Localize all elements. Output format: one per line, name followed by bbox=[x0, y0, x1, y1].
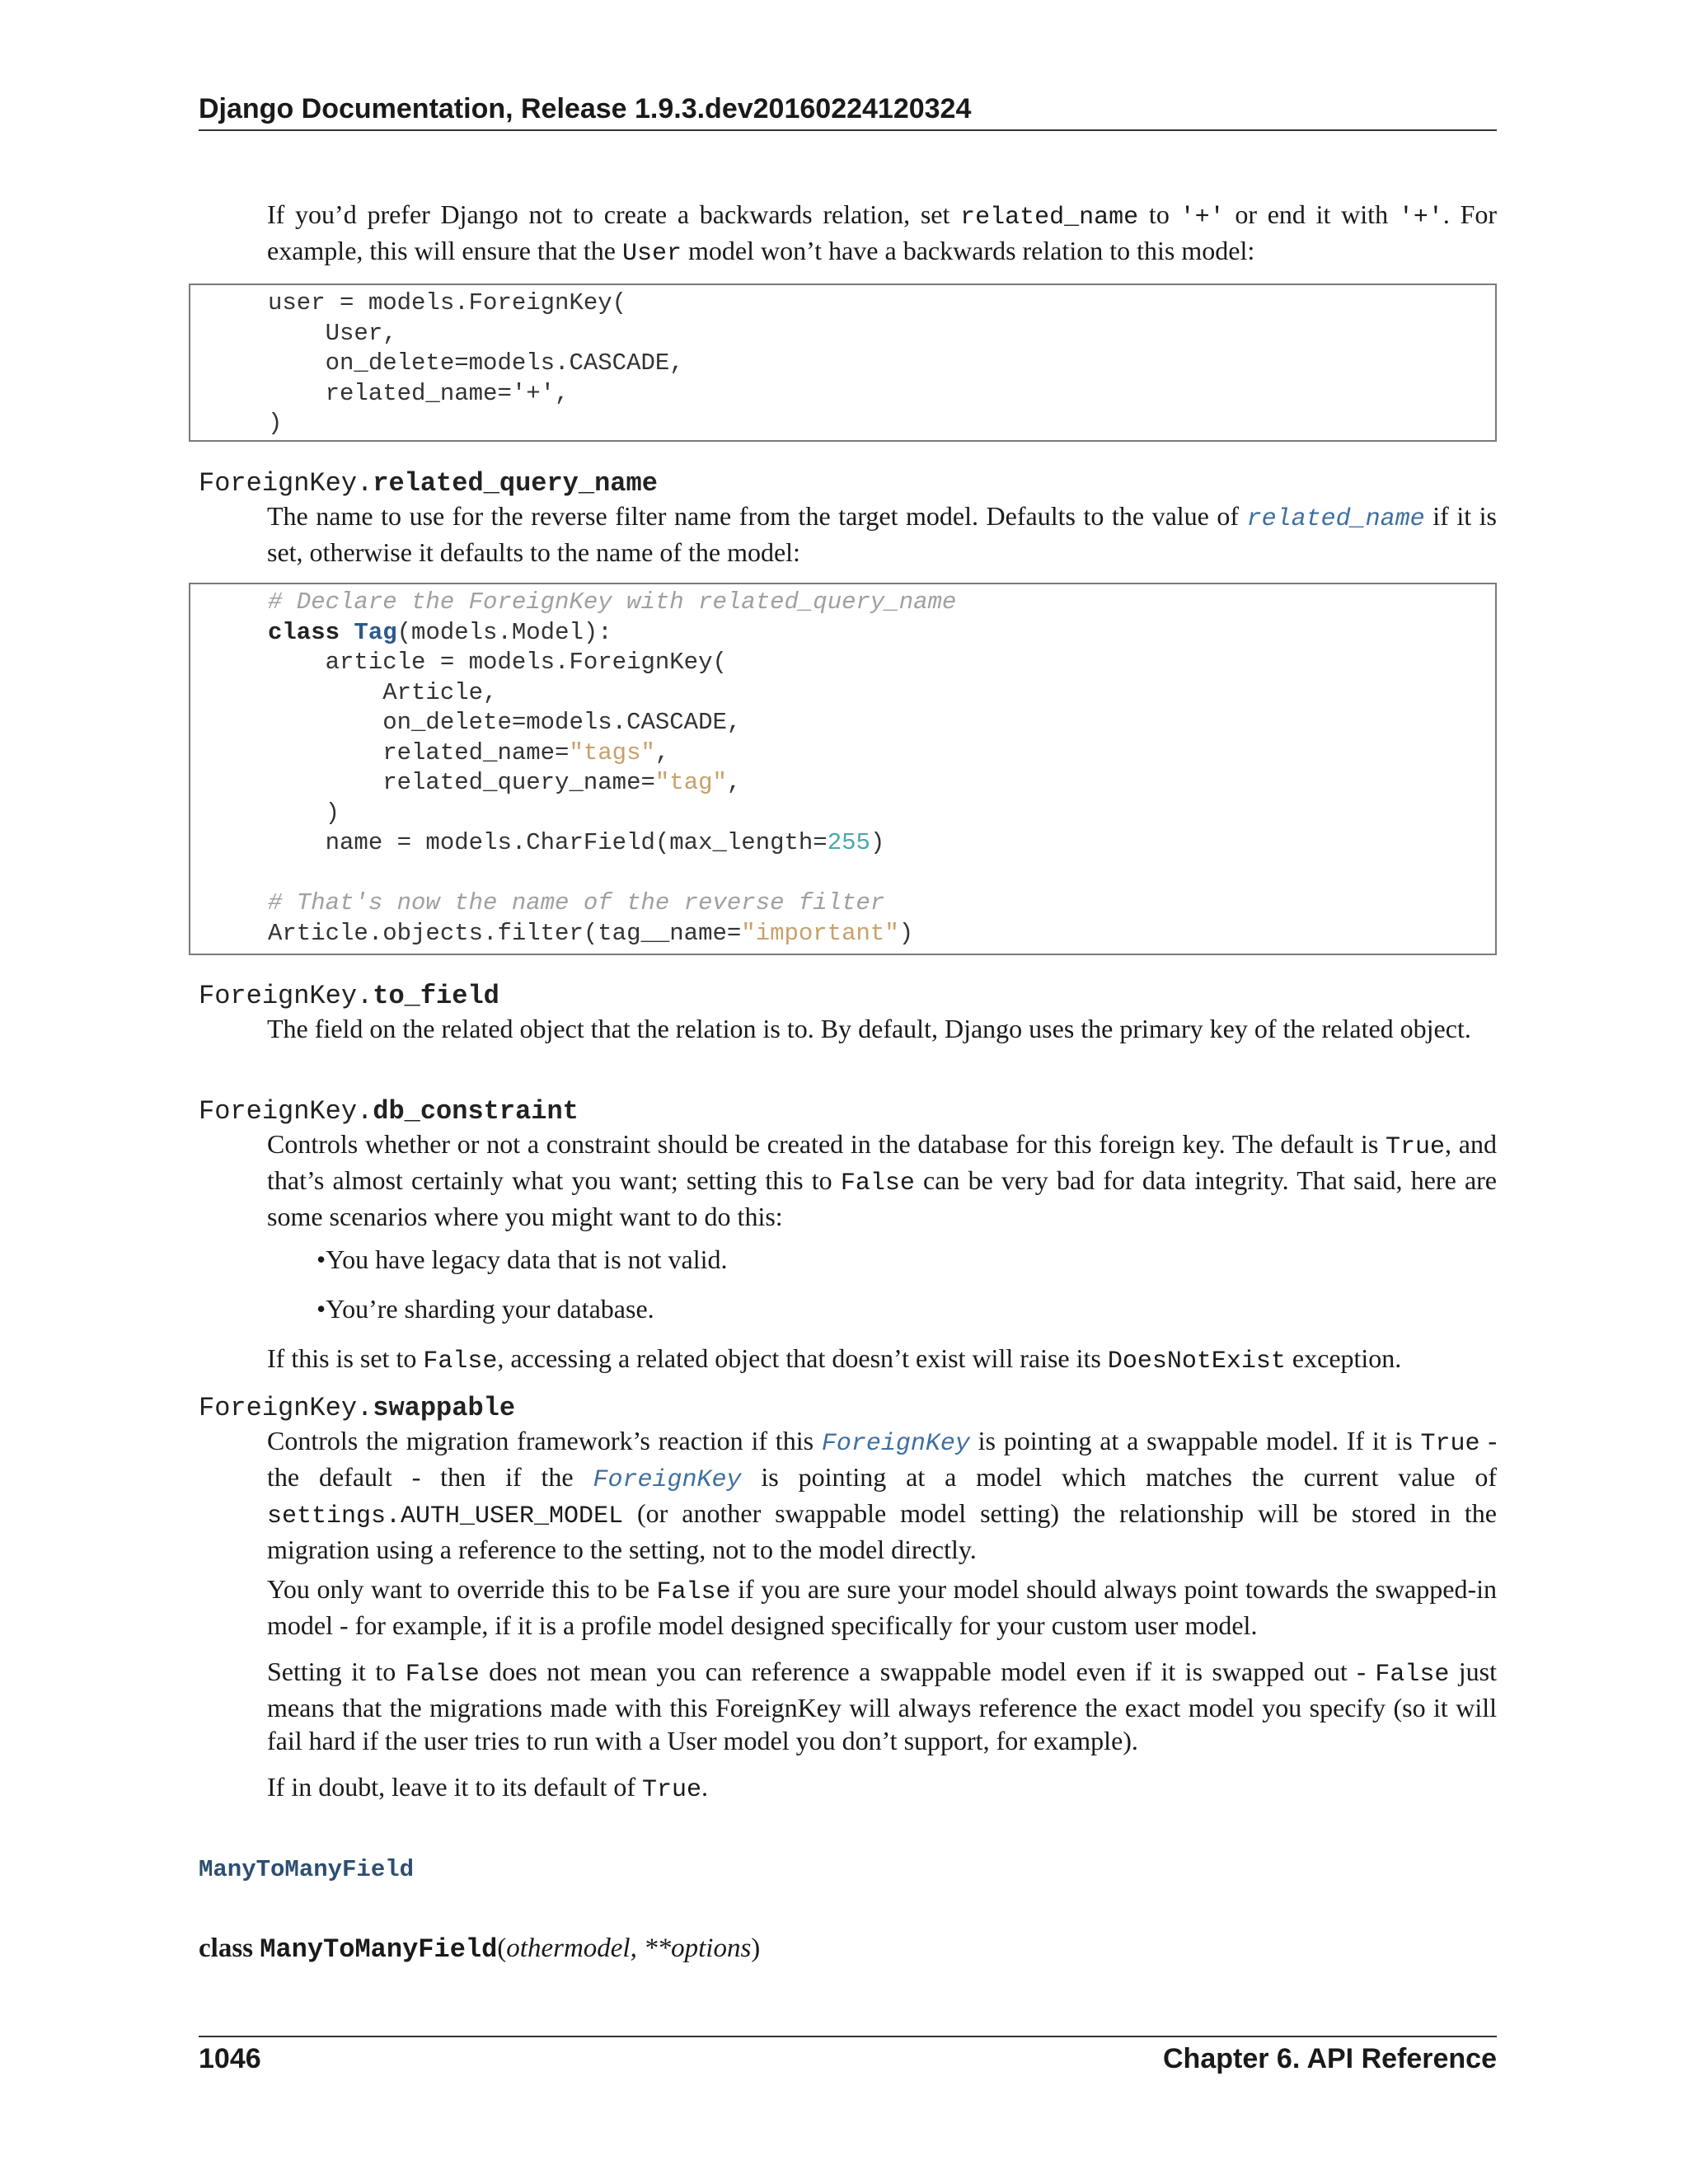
attr-name: to_field bbox=[373, 981, 499, 1011]
attribute-signature-to-field bbox=[199, 980, 499, 1013]
paren: ) bbox=[751, 1933, 761, 1963]
inline-code: True bbox=[1386, 1133, 1446, 1161]
description-text: If this is set to bbox=[267, 1343, 424, 1373]
code-line: ) bbox=[268, 799, 340, 827]
inline-code: settings.AUTH_USER_MODEL bbox=[267, 1502, 624, 1530]
description-text: Controls the migration framework’s reaction if this bbox=[267, 1426, 822, 1455]
description-text: if you are sure your model should always point towards the swapped-in model - for example, if it is a profile model designed specifically for your custom user model. bbox=[267, 1574, 1498, 1640]
attr-name: db_constraint bbox=[373, 1096, 579, 1127]
inline-code: True bbox=[642, 1776, 702, 1804]
db-constraint-description bbox=[267, 1127, 1497, 1233]
class-keyword: class bbox=[199, 1933, 253, 1963]
chapter-title: Chapter 6. API Reference bbox=[1163, 2043, 1497, 2074]
attr-prefix: ForeignKey. bbox=[199, 1393, 373, 1423]
related-name-link[interactable]: related_name bbox=[1246, 505, 1425, 533]
description-text: Controls whether or not a constraint should be created in the database for this foreign key. The default is bbox=[267, 1129, 1386, 1159]
description-text: if it is set, otherwise it defaults to the name of the model: bbox=[267, 501, 1498, 567]
code-keyword: class bbox=[268, 618, 340, 646]
attr-prefix: ForeignKey. bbox=[199, 1096, 373, 1127]
description-text: . bbox=[701, 1772, 709, 1802]
attribute-signature-swappable bbox=[199, 1392, 515, 1425]
page-number: 1046 bbox=[199, 2043, 261, 2074]
inline-code: False bbox=[840, 1169, 915, 1197]
to-field-description: The field on the related object that the relation is to. By default, Django uses the primary key of the related object. bbox=[267, 1014, 1471, 1043]
description-text: Setting it to bbox=[267, 1657, 406, 1686]
attribute-signature-db-constraint bbox=[199, 1095, 579, 1128]
description-text: - the default - then if the bbox=[267, 1426, 1498, 1492]
paren: ( bbox=[497, 1933, 507, 1963]
code-line: ) bbox=[268, 410, 283, 437]
intro-paragraph bbox=[267, 198, 1497, 270]
foreignkey-link[interactable]: ForeignKey bbox=[593, 1466, 742, 1494]
description-text: , and that’s almost certainly what you want; setting this to bbox=[267, 1129, 1498, 1195]
code-string: "tag" bbox=[654, 769, 727, 796]
attr-prefix: ForeignKey. bbox=[199, 981, 373, 1011]
intro-text: . For example, this will ensure that the bbox=[267, 199, 1498, 265]
description-text: does not mean you can reference a swappable model even if it is swapped out - bbox=[479, 1657, 1376, 1686]
description-text: is pointing at a model which matches the current value of bbox=[741, 1462, 1498, 1492]
foreignkey-link[interactable]: ForeignKey bbox=[821, 1430, 970, 1458]
intro-text: model won’t have a backwards relation to this model: bbox=[682, 236, 1255, 265]
code-line: on_delete=models.CASCADE, bbox=[268, 709, 742, 736]
description-text: (or another swappable model setting) the relationship will be stored in the migration using a reference to the setting, not to the model directly. bbox=[267, 1498, 1497, 1564]
code-listing: # Declare the ForeignKey with related_query_name class Tag(models.Model): article = models.ForeignKey( Article, on_delete=models.CASCADE, related_name="tags", related_query_name="tag", ) name = models.CharField(max_length=255) # That's now the name of the reverse filter Article.objects.filter(tag__name="important") bbox=[268, 588, 957, 947]
code-text: Article.objects.filter(tag__name= bbox=[268, 919, 742, 947]
code-block-related-query-name bbox=[189, 583, 1497, 955]
code-line: related_name='+', bbox=[268, 379, 570, 407]
code-line: Article, bbox=[268, 678, 498, 706]
inline-code: False bbox=[1375, 1661, 1450, 1689]
class-name: ManyToManyField bbox=[260, 1934, 498, 1965]
attr-prefix: ForeignKey. bbox=[199, 468, 373, 499]
code-line: article = models.ForeignKey( bbox=[268, 649, 727, 676]
section-heading-manytomanyfield[interactable]: ManyToManyField bbox=[199, 1856, 415, 1883]
description-text: exception. bbox=[1285, 1343, 1402, 1373]
description-text: If in doubt, leave it to its default of bbox=[267, 1772, 642, 1802]
db-constraint-note bbox=[267, 1342, 1497, 1378]
code-class-name: Tag bbox=[354, 618, 397, 646]
code-text: ) bbox=[870, 829, 885, 856]
related-query-name-description bbox=[267, 499, 1497, 569]
inline-code: related_name bbox=[960, 204, 1139, 232]
swappable-override-note bbox=[267, 1572, 1497, 1642]
header-title: Django Documentation, Release 1.9.3.dev20160224120324 bbox=[199, 93, 972, 124]
code-comment: # Declare the ForeignKey with related_query_name bbox=[268, 588, 957, 616]
code-string: "tags" bbox=[569, 738, 655, 766]
intro-text: If you’d prefer Django not to create a backwards relation, set bbox=[267, 199, 961, 229]
code-block-backwards-relation bbox=[189, 284, 1497, 442]
description-text: , accessing a related object that doesn’t exist will raise its bbox=[497, 1343, 1108, 1373]
inline-code: '+' bbox=[1398, 204, 1443, 232]
code-line: User, bbox=[268, 319, 397, 347]
code-string: "important" bbox=[741, 919, 899, 947]
code-text: (models.Model): bbox=[396, 618, 612, 646]
code-line: on_delete=models.CASCADE, bbox=[268, 349, 684, 377]
swappable-default-note bbox=[267, 1770, 1497, 1807]
attribute-signature-related-query-name bbox=[199, 467, 658, 500]
code-listing bbox=[268, 288, 684, 439]
code-text: ) bbox=[898, 919, 914, 947]
code-text: name = models.CharField(max_length= bbox=[268, 829, 828, 856]
code-comment: # That's now the name of the reverse filter bbox=[268, 889, 885, 916]
inline-code: False bbox=[423, 1347, 498, 1376]
code-text: related_name= bbox=[268, 738, 570, 766]
intro-text: or end it with bbox=[1224, 199, 1399, 229]
swappable-false-note bbox=[267, 1655, 1497, 1757]
description-text: You only want to override this to be bbox=[267, 1574, 657, 1604]
class-signature bbox=[199, 1932, 760, 1966]
description-text: The name to use for the reverse filter name from the target model. Defaults to the value of bbox=[267, 501, 1247, 531]
attr-name: swappable bbox=[373, 1393, 516, 1423]
inline-code: User bbox=[622, 240, 682, 268]
bullet-item: •You have legacy data that is not valid. bbox=[316, 1244, 728, 1274]
footer-rule bbox=[199, 2036, 1497, 2037]
code-number: 255 bbox=[827, 829, 870, 856]
description-text: just means that the migrations made with this ForeignKey will always reference the exact model you specify (so it will fail hard if the user tries to run with a User model you don’t support, for example). bbox=[267, 1657, 1498, 1755]
header-rule bbox=[199, 129, 1497, 131]
description-text: is pointing at a swappable model. If it is bbox=[969, 1426, 1421, 1455]
code-line: user = models.ForeignKey( bbox=[268, 289, 627, 316]
code-text: related_query_name= bbox=[268, 769, 655, 796]
inline-code: False bbox=[656, 1578, 731, 1606]
page-header bbox=[199, 92, 1497, 125]
inline-code: '+' bbox=[1179, 204, 1225, 232]
inline-code: False bbox=[405, 1661, 480, 1689]
attr-name: related_query_name bbox=[373, 468, 658, 499]
inline-code: True bbox=[1420, 1430, 1480, 1458]
bullet-item: •You’re sharding your database. bbox=[316, 1294, 654, 1324]
inline-code: DoesNotExist bbox=[1107, 1347, 1286, 1376]
intro-text: to bbox=[1138, 199, 1180, 229]
swappable-description bbox=[267, 1424, 1497, 1566]
class-args: othermodel, **options bbox=[506, 1933, 752, 1963]
description-text: can be very bad for data integrity. That said, here are some scenarios where you might want to do this: bbox=[267, 1165, 1498, 1231]
